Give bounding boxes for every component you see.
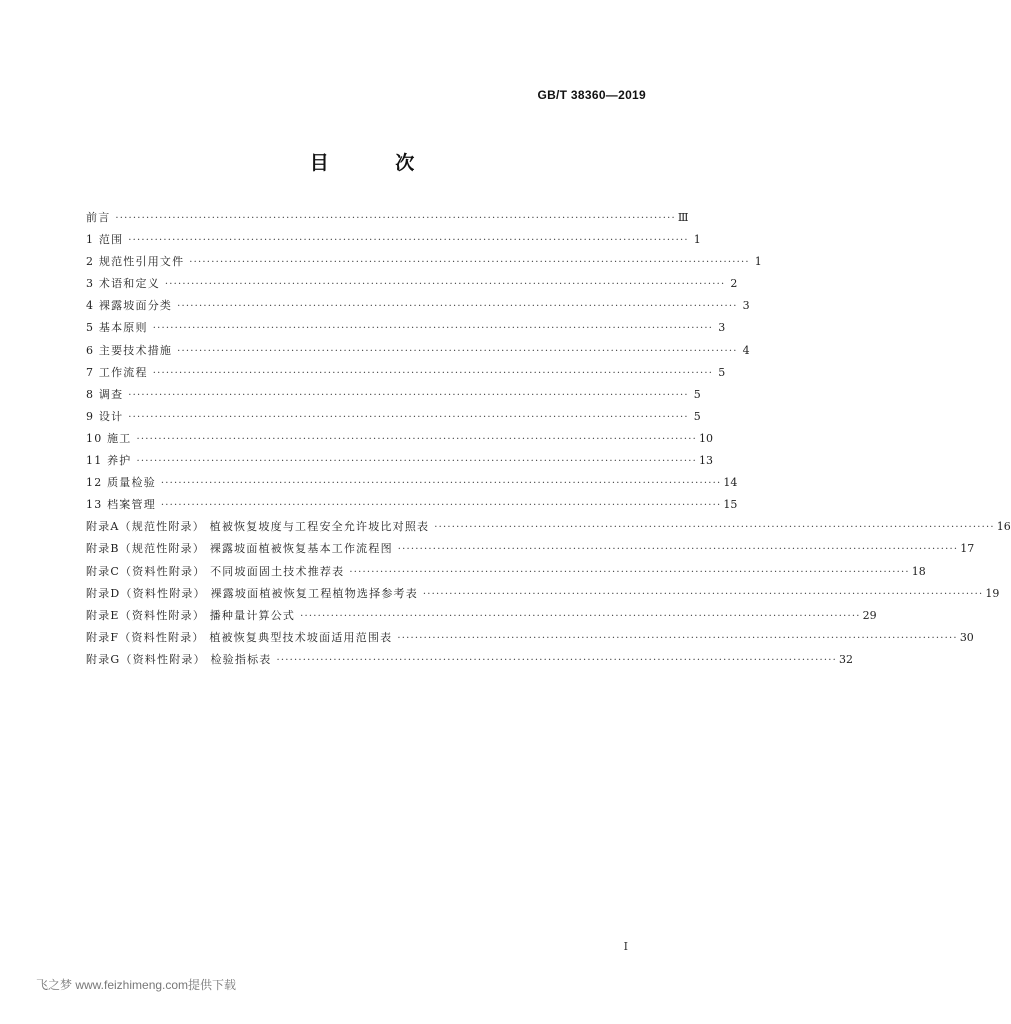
toc-entry-page: 32 [838,652,853,666]
toc-entry[interactable] [86,538,975,560]
toc-entry-page: 5 [693,409,701,423]
toc-dot-leader: ································································································································ [160,478,722,490]
toc-entry[interactable] [86,273,738,295]
toc-entry-page: 30 [959,630,974,644]
toc-entry[interactable] [86,605,877,627]
toc-dot-leader: ································································································································ [115,213,676,224]
toc-entry[interactable] [86,649,853,671]
toc-entry-page: 15 [723,498,738,512]
toc-entry[interactable] [86,229,701,251]
toc-dot-leader: ································································································································ [152,367,714,379]
toc-entry-page: 17 [960,542,975,556]
toc-entry[interactable] [86,494,738,516]
toc-entry-label: 13 档案管理 [86,498,156,512]
toc-dot-leader: ································································································································ [177,345,738,357]
toc-entry-page: Ⅲ [677,211,689,224]
toc-entry-page: 13 [698,454,713,468]
toc-entry-label: 3 术语和定义 [86,277,160,291]
toc-entry-page: 4 [742,343,750,357]
toc-entry-page: 2 [730,277,738,291]
toc-entry-page: 29 [862,608,877,622]
toc-dot-leader: ································································································································ [189,257,750,269]
table-of-contents [86,207,1011,671]
toc-entry[interactable] [86,583,1000,605]
watermark-text: 飞之梦 www.feizhimeng.com提供下载 [36,978,237,992]
toc-dot-leader: ································································································································ [160,500,722,512]
toc-entry[interactable] [86,472,738,494]
toc-entry-label: 12 质量检验 [86,476,156,490]
toc-entry-label: 附录E（资料性附录） 播种量计算公式 [86,608,296,622]
toc-dot-leader: ································································································································ [164,279,726,291]
toc-entry-label: 6 主要技术措施 [86,343,173,357]
toc-entry-page: 1 [754,255,762,269]
toc-entry[interactable] [86,340,750,362]
toc-entry[interactable] [86,207,689,229]
toc-entry-label: 7 工作流程 [86,365,148,379]
toc-dot-leader: ································································································································ [177,301,738,313]
toc-entry[interactable] [86,295,750,317]
toc-entry[interactable] [86,384,701,406]
page-number: I [623,940,628,953]
toc-entry-label: 8 调查 [86,387,124,401]
standard-number: GB/T 38360—2019 [537,88,646,102]
toc-entry-page: 3 [742,299,750,313]
toc-entry-page: 5 [718,365,726,379]
toc-dot-leader: ································································································································ [300,610,861,622]
toc-dot-leader: ································································································································ [128,411,689,423]
toc-entry-label: 附录C（资料性附录） 不同坡面固土技术推荐表 [86,564,345,578]
toc-entry-label: 附录A（规范性附录） 植被恢复坡度与工程安全允许坡比对照表 [86,520,430,534]
toc-entry[interactable] [86,428,713,450]
toc-dot-leader: ································································································································ [422,588,984,600]
toc-entry-label: 附录B（规范性附录） 裸露坡面植被恢复基本工作流程图 [86,542,393,556]
toc-entry[interactable] [86,561,926,583]
toc-dot-leader: ································································································································ [397,544,959,556]
toc-entry-page: 14 [723,476,738,490]
toc-dot-leader: ································································································································ [152,323,714,335]
toc-entry-label: 10 施工 [86,431,132,445]
toc-entry-page: 3 [718,321,726,335]
toc-entry-label: 4 裸露坡面分类 [86,299,173,313]
toc-entry-label: 2 规范性引用文件 [86,255,185,269]
toc-entry-page: 5 [693,387,701,401]
toc-entry[interactable] [86,627,974,649]
toc-dot-leader: ································································································································ [128,389,689,401]
toc-dot-leader: ································································································································ [276,654,837,666]
toc-dot-leader: ································································································································ [128,235,689,247]
toc-dot-leader: ································································································································ [136,456,697,468]
toc-entry-label: 附录D（资料性附录） 裸露坡面植被恢复工程植物选择参考表 [86,586,418,600]
toc-entry[interactable] [86,362,726,384]
toc-entry[interactable] [86,251,762,273]
toc-entry-page: 19 [985,586,1000,600]
toc-entry-page: 18 [911,564,926,578]
toc-entry-label: 附录G（资料性附录） 检验指标表 [86,652,272,666]
toc-entry-label: 1 范围 [86,233,124,247]
toc-entry-page: 1 [693,233,701,247]
page-title: 目 次 [309,152,445,174]
toc-entry-label: 11 养护 [86,454,132,468]
toc-entry-label: 前言 [86,211,111,224]
toc-dot-leader: ································································································································ [136,433,697,445]
toc-dot-leader: ································································································································ [349,566,910,578]
toc-entry-page: 16 [996,520,1011,534]
toc-entry[interactable] [86,450,713,472]
toc-entry[interactable] [86,516,1011,538]
toc-entry-label: 5 基本原则 [86,321,148,335]
toc-entry-page: 10 [698,431,713,445]
toc-entry-label: 附录F（资料性附录） 植被恢复典型技术坡面适用范围表 [86,630,393,644]
toc-entry[interactable] [86,406,701,428]
toc-entry-label: 9 设计 [86,409,124,423]
toc-dot-leader: ································································································································ [397,632,958,644]
toc-dot-leader: ································································································································ [434,522,995,534]
toc-entry[interactable] [86,317,726,339]
